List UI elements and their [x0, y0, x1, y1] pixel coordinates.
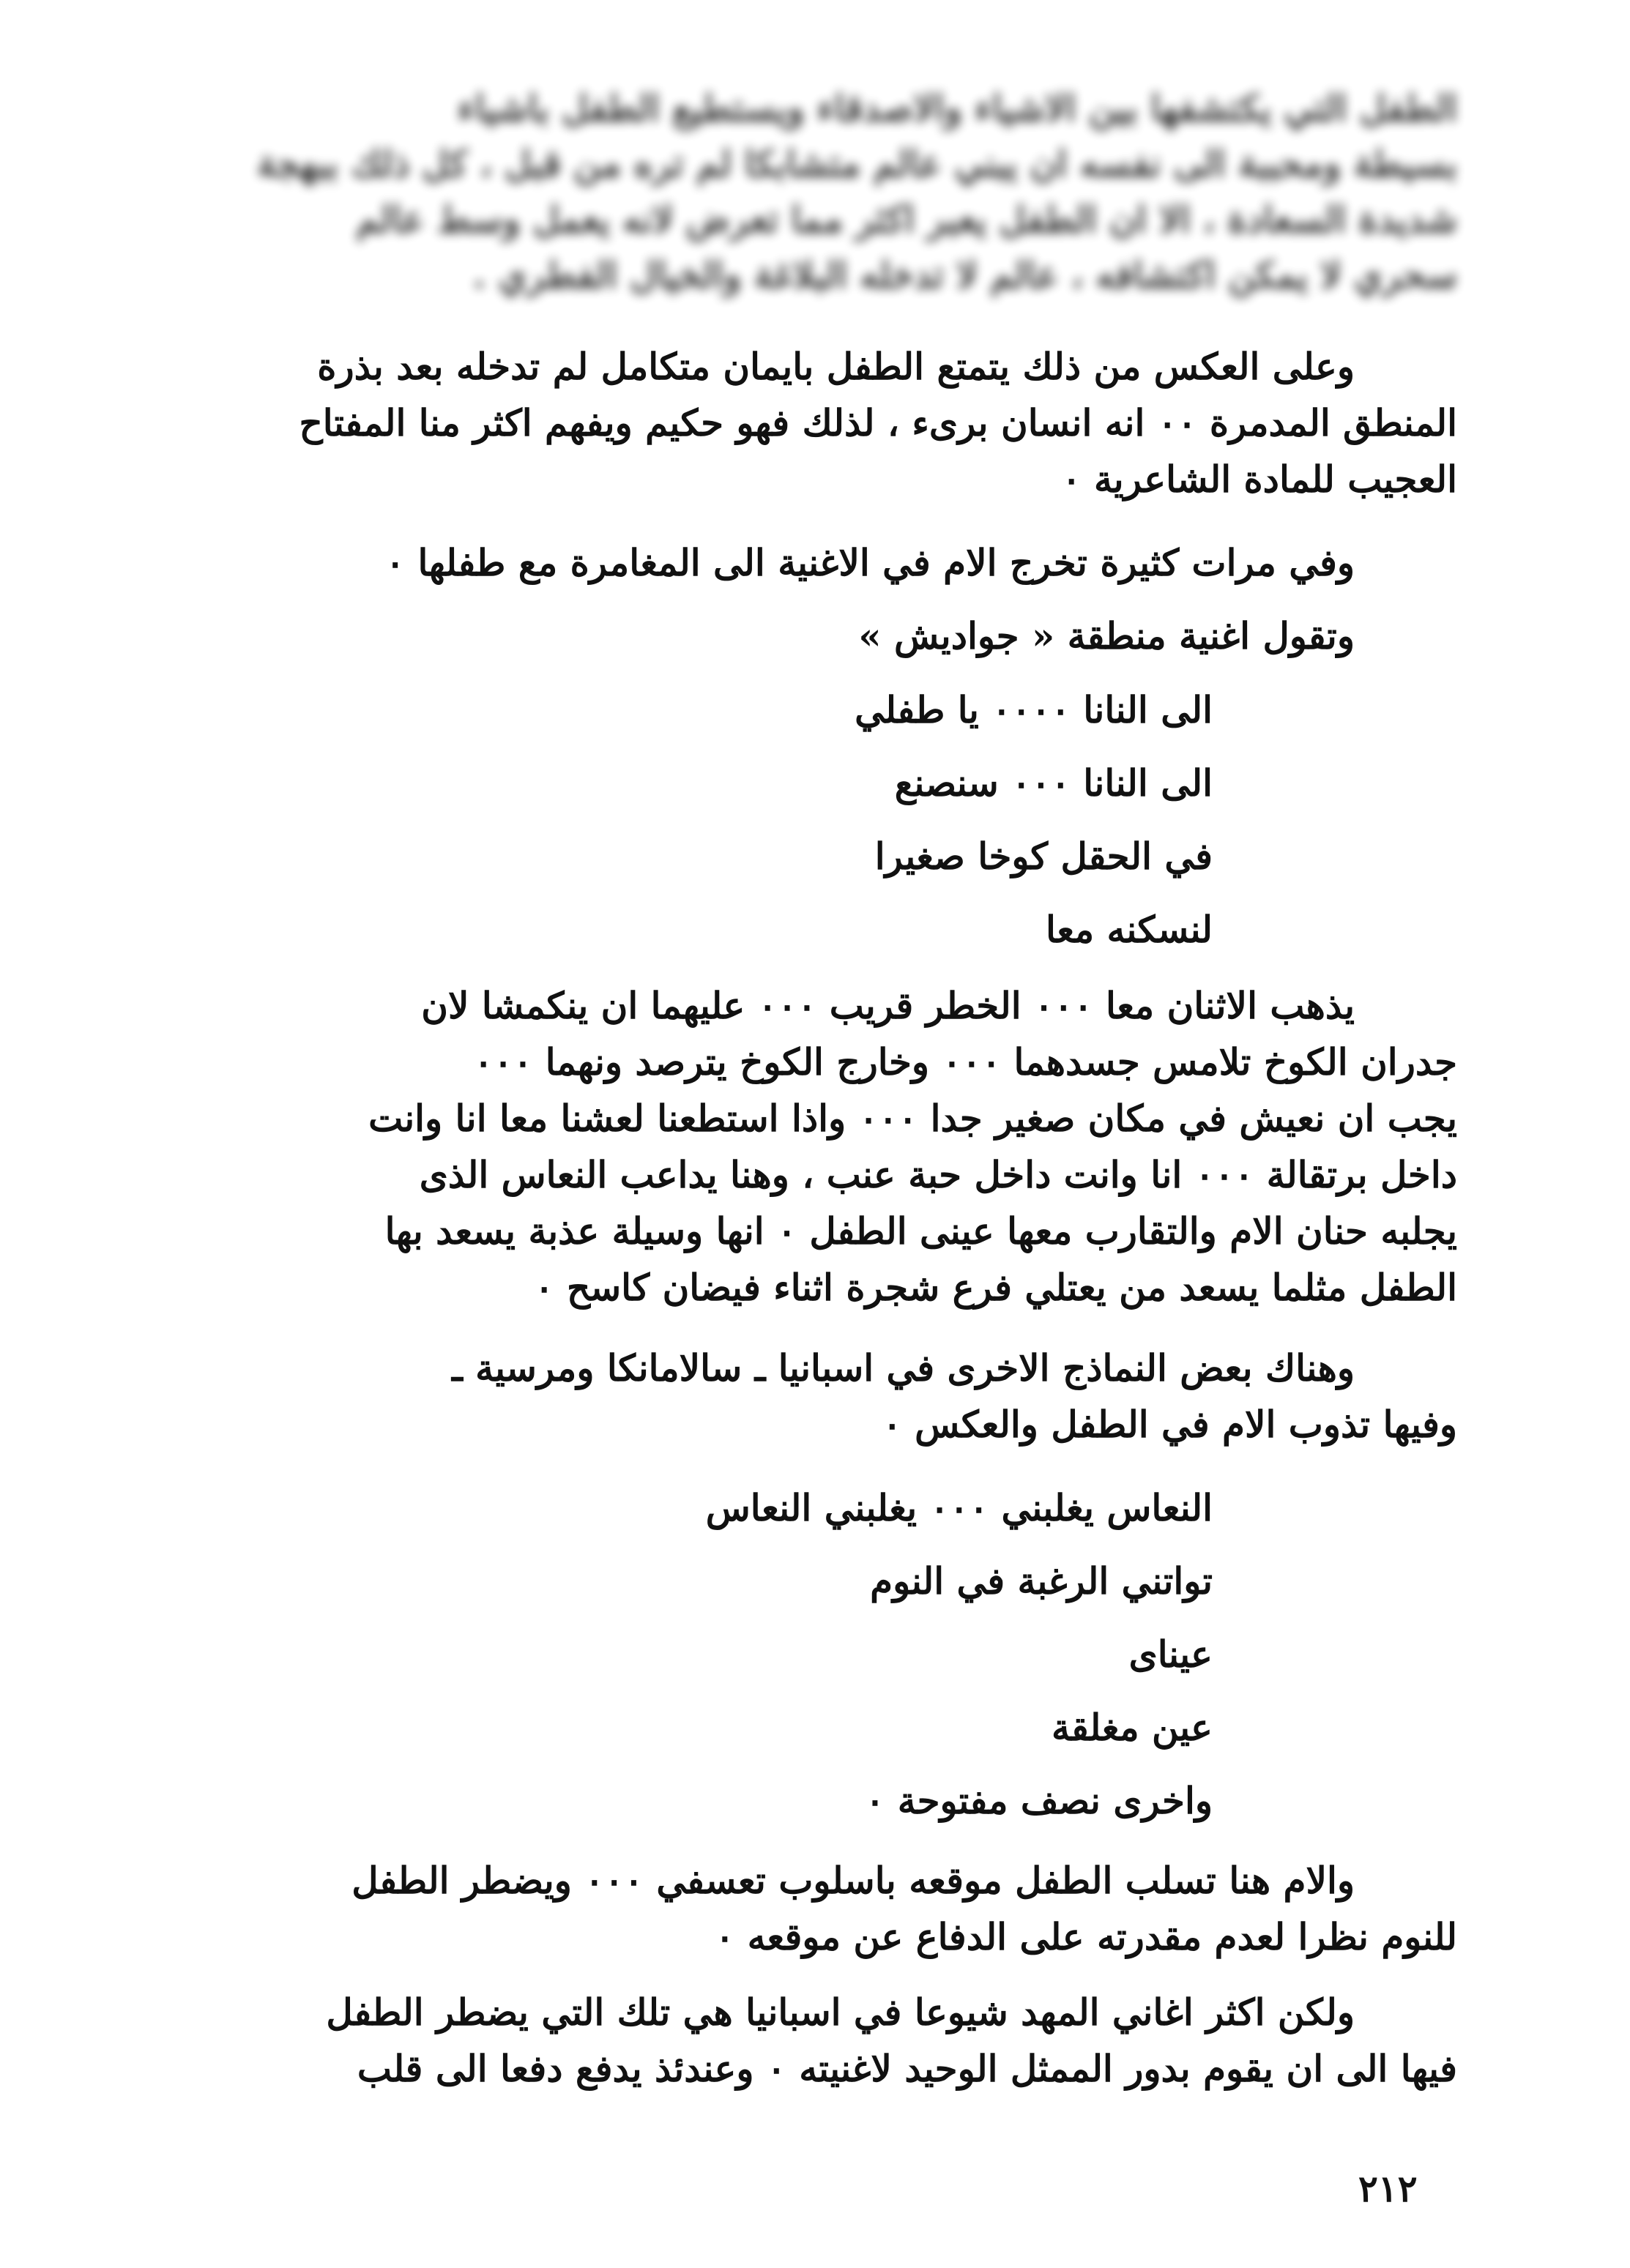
text-line: وتقول اغنية منطقة « جواديش »: [858, 614, 1355, 657]
text-line: وفي مرات كثيرة تخرج الام في الاغنية الى المغامرة مع طفلها ٠: [385, 541, 1355, 584]
paragraph-2: [183, 534, 1457, 591]
poem-1: [855, 674, 1213, 966]
text-line: للنوم نظرا لعدم مقدرته على الدفاع عن موقعه ٠: [715, 1915, 1457, 1958]
text-line: وعلى العكس من ذلك يتمتع الطفل بايمان متكامل لم تدخله بعد بذرة: [317, 345, 1355, 388]
text-line: داخل برتقالة ٠٠٠ انا وانت داخل حبة عنب ، وهنا يداعب النعاس الذى: [419, 1153, 1457, 1196]
blurred-line: بسيطة ومحببة الى نفسه ان يبني عالم متشابكا لم تره من قبل ، كل ذلك ببهجة: [256, 142, 1457, 185]
blurred-text-block: [183, 81, 1457, 322]
text-line: يجلبه حنان الام والتقارب معها عينى الطفل ٠ انها وسيلة عذبة يسعد بها: [384, 1209, 1457, 1253]
blurred-line: سحري لا يمكن اكتشافه ، عالم لا تدخله البلاغة والخيال الفطري .: [472, 253, 1457, 296]
blurred-line: الطفل التي يكتشفها بين الاشياء والاصدقاء ويستطيع الطفل باشياء: [458, 86, 1457, 130]
poem-line: لنسكنه معا: [1046, 908, 1213, 951]
text-line: فيها الى ان يقوم بدور الممثل الوحيد لاغنيته ٠ وعندئذ يدفع دفعا الى قلب: [357, 2047, 1457, 2090]
text-line: المنطق المدمرة ٠٠ انه انسان برىء ، لذلك فهو حكيم ويفهم اكثر منا المفتاح: [299, 401, 1457, 444]
paragraph-6: [183, 1852, 1457, 1965]
page-number: ٢١٢: [1358, 2167, 1418, 2210]
paragraph-5: [183, 1340, 1457, 1452]
blurred-line: شديدة السعادة ، الا ان الطفل يعبر اكثر مما تعرض لانه يعمل وسط عالم: [355, 198, 1457, 241]
poem-line: النعاس يغلبني ٠٠٠ يغلبني النعاس: [705, 1486, 1213, 1529]
poem-line: الى النانا ٠٠٠ سنصنع: [894, 761, 1213, 805]
paragraph-7: [183, 1984, 1457, 2097]
text-line: وهناك بعض النماذج الاخرى في اسبانيا ـ سالامانكا ومرسية ـ: [452, 1346, 1355, 1389]
paragraph-3: [183, 608, 1457, 664]
paragraph-4: [183, 977, 1457, 1316]
poem-line: في الحقل كوخا صغيرا: [874, 835, 1213, 878]
text-line: جدران الكوخ تلامس جسدهما ٠٠٠ وخارج الكوخ يترصد ونهما ٠٠٠: [473, 1040, 1457, 1083]
poem-line: عين مغلقة: [1052, 1706, 1213, 1749]
text-line: ولكن اكثر اغاني المهد شيوعا في اسبانيا هي تلك التي يضطر الطفل: [326, 1991, 1355, 2034]
text-line: والام هنا تسلب الطفل موقعه باسلوب تعسفي ٠٠٠ ويضطر الطفل: [351, 1859, 1355, 1902]
text-line: يذهب الاثنان معا ٠٠٠ الخطر قريب ٠٠٠ عليهما ان ينكمشا لان: [421, 984, 1355, 1027]
text-line: وفيها تذوب الام في الطفل والعكس ٠: [882, 1403, 1457, 1446]
paragraph-1: [183, 338, 1457, 507]
poem-line: الى النانا ٠٠٠٠ يا طفلي: [855, 688, 1213, 731]
text-line: العجيب للمادة الشاعرية ٠: [1061, 458, 1457, 501]
poem-line: تواتني الرغبة في النوم: [870, 1559, 1213, 1603]
text-line: يجب ان نعيش في مكان صغير جدا ٠٠٠ واذا استطعنا لعشنا معا انا وانت: [368, 1097, 1457, 1140]
poem-line: واخرى نصف مفتوحة ٠: [865, 1779, 1213, 1822]
poem-line: عيناى: [1128, 1633, 1213, 1676]
poem-2: [706, 1471, 1213, 1838]
text-line: الطفل مثلما يسعد من يعتلي فرع شجرة اثناء فيضان كاسح ٠: [534, 1266, 1457, 1309]
